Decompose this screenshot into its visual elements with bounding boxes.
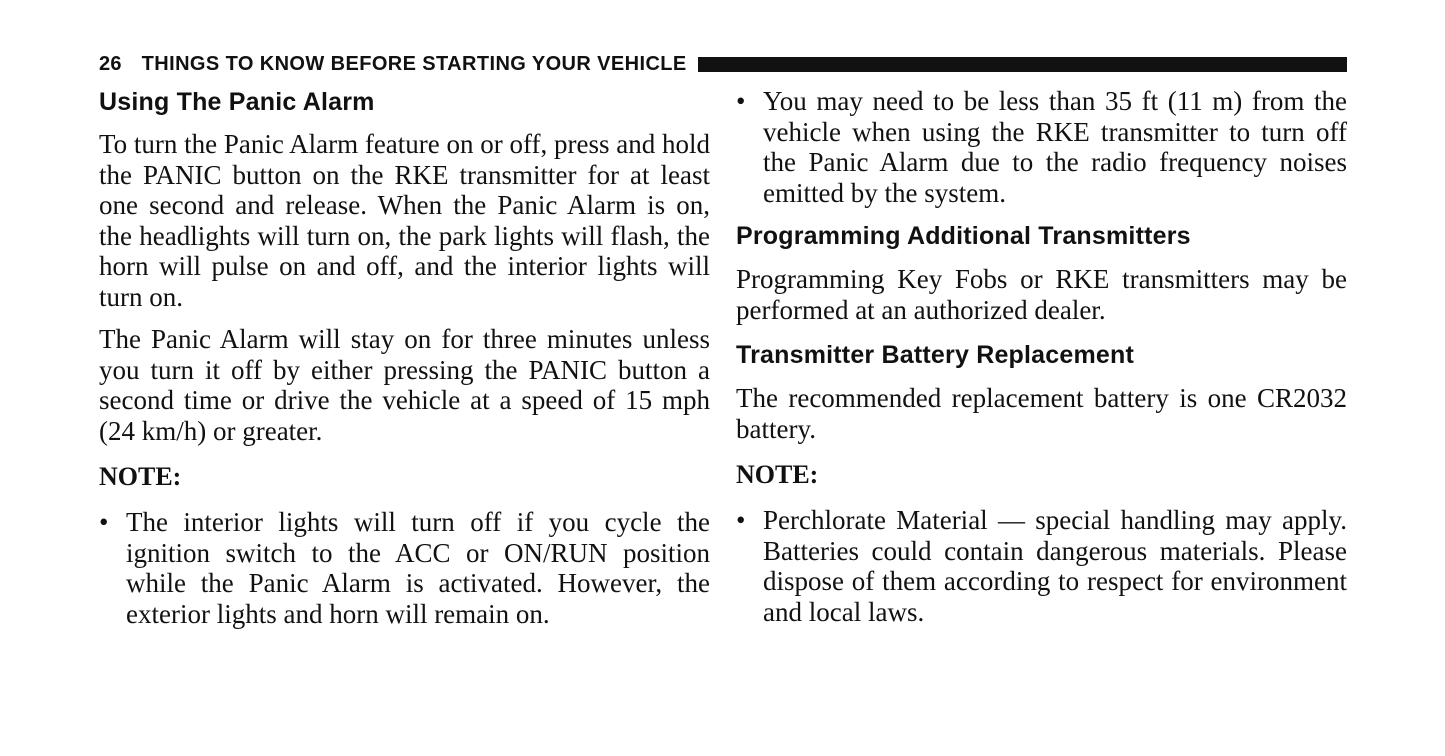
- note-label: NOTE:: [99, 462, 182, 491]
- bullet-icon: •: [736, 505, 746, 535]
- page-number: 26: [99, 52, 122, 75]
- section-heading-programming-transmitters: Programming Additional Transmitters: [736, 222, 1191, 250]
- running-header: [99, 52, 1347, 76]
- bullet-item: [736, 86, 1347, 208]
- right-column: [736, 86, 1347, 627]
- bullet-text: The interior lights will turn off if you cycle the ignition switch to the ACC or ON/RUN position while the Panic Alarm is activated. However, the exterior lights and horn will remain on.: [126, 507, 710, 629]
- header-rule: [698, 57, 1347, 72]
- bullet-icon: •: [736, 86, 746, 116]
- bullet-icon: •: [99, 507, 109, 537]
- section-heading-battery-replacement: Transmitter Battery Replacement: [736, 341, 1135, 369]
- section-heading-panic-alarm: Using The Panic Alarm: [99, 88, 375, 116]
- bullet-text: You may need to be less than 35 ft (11 m) from the vehicle when using the RKE transmitter to turn off the Panic Alarm due to the radio frequency noises emitted by the system.: [763, 86, 1347, 208]
- paragraph: Programming Key Fobs or RKE transmitters may be performed at an authorized dealer.: [736, 264, 1347, 325]
- bullet-item: [736, 505, 1347, 627]
- paragraph: The Panic Alarm will stay on for three minutes unless you turn it off by either pressing the PANIC button a second time or drive the vehicle at a speed of 15 mph (24 km/h) or greater.: [99, 324, 710, 446]
- bullet-item: [99, 507, 710, 629]
- left-column: [99, 86, 710, 629]
- bullet-text: Perchlorate Material — special handling may apply. Batteries could contain dangerous materials. Please dispose of them according to respect for environment and local laws.: [763, 505, 1347, 627]
- running-title: THINGS TO KNOW BEFORE STARTING YOUR VEHICLE: [141, 52, 687, 75]
- paragraph: To turn the Panic Alarm feature on or off, press and hold the PANIC button on the RKE transmitter for at least one second and release. When the Panic Alarm is on, the headlights will turn on, the park lights will flash, the horn will pulse on and off, and the interior lights will turn on.: [99, 129, 710, 312]
- paragraph: The recommended replacement battery is one CR2032 battery.: [736, 383, 1347, 444]
- note-label: NOTE:: [736, 460, 819, 489]
